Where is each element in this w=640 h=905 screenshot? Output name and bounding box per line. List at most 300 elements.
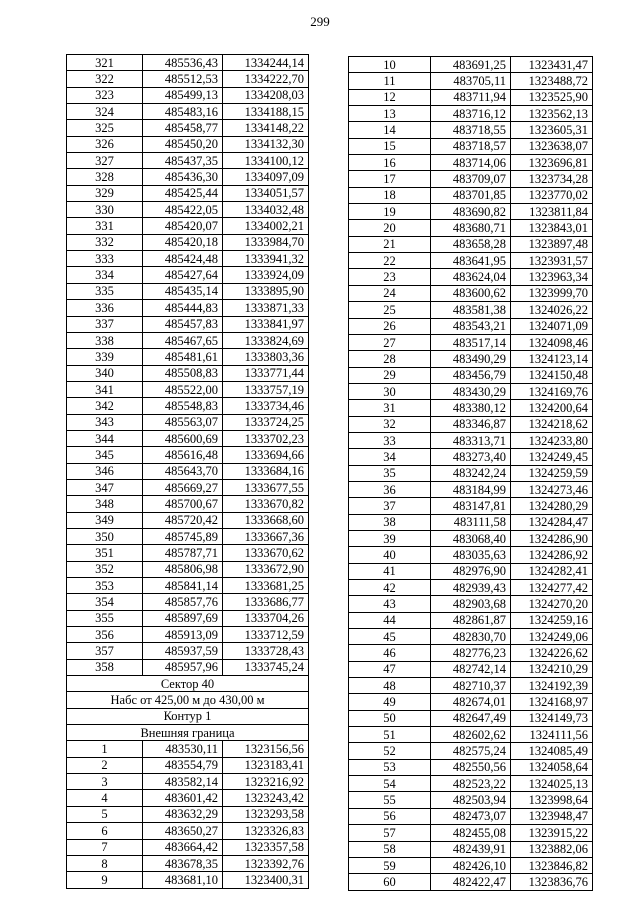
coordinate-y: 1333672,90 <box>223 561 309 577</box>
table-row <box>349 874 593 890</box>
coordinate-x: 483380,12 <box>431 400 511 416</box>
coordinate-y: 1323843,01 <box>511 220 593 236</box>
coordinate-y: 1334244,14 <box>223 55 309 71</box>
coordinate-x: 482939,43 <box>431 580 511 596</box>
contour-title: Контур 1 <box>67 708 309 724</box>
point-number: 336 <box>67 300 143 316</box>
coordinate-x: 482776,23 <box>431 645 511 661</box>
table-row <box>349 269 593 285</box>
coordinate-x: 485444,83 <box>143 300 223 316</box>
table-row <box>349 563 593 579</box>
point-number: 328 <box>67 169 143 185</box>
coordinate-x: 485913,09 <box>143 627 223 643</box>
point-number: 31 <box>349 400 431 416</box>
point-number: 27 <box>349 334 431 350</box>
point-number: 332 <box>67 234 143 250</box>
coordinate-x: 483650,27 <box>143 823 223 839</box>
point-number: 48 <box>349 678 431 694</box>
coordinate-y: 1333684,16 <box>223 463 309 479</box>
coordinate-y: 1324226,62 <box>511 645 593 661</box>
table-row <box>349 661 593 677</box>
coordinate-x: 483601,42 <box>143 790 223 806</box>
point-number: 23 <box>349 269 431 285</box>
point-number: 13 <box>349 106 431 122</box>
table-row <box>67 545 309 561</box>
point-number: 353 <box>67 578 143 594</box>
table-row <box>67 659 309 675</box>
table-row <box>349 530 593 546</box>
coordinate-y: 1334100,12 <box>223 153 309 169</box>
coordinate-x: 483664,42 <box>143 839 223 855</box>
coordinate-x: 483543,21 <box>431 318 511 334</box>
table-row <box>349 416 593 432</box>
coordinate-x: 483147,81 <box>431 498 511 514</box>
coordinate-y: 1324249,45 <box>511 449 593 465</box>
coordinate-x: 483632,29 <box>143 806 223 822</box>
coordinate-y: 1324058,64 <box>511 759 593 775</box>
coordinate-y: 1323897,48 <box>511 236 593 252</box>
table-row <box>67 153 309 169</box>
table-row <box>349 694 593 710</box>
coordinate-y: 1323836,76 <box>511 874 593 890</box>
coordinate-x: 485508,83 <box>143 365 223 381</box>
point-number: 327 <box>67 153 143 169</box>
coordinate-x: 482503,94 <box>431 792 511 808</box>
sector-title-row <box>67 676 309 692</box>
coordinate-y: 1323963,34 <box>511 269 593 285</box>
point-number: 7 <box>67 839 143 855</box>
coordinate-y: 1324071,09 <box>511 318 593 334</box>
table-row <box>349 808 593 824</box>
table-row <box>349 547 593 563</box>
coordinate-x: 483658,28 <box>431 236 511 252</box>
table-row <box>67 251 309 267</box>
table-row <box>67 316 309 332</box>
coordinate-x: 485458,77 <box>143 120 223 136</box>
table-row <box>349 841 593 857</box>
point-number: 57 <box>349 825 431 841</box>
coordinate-x: 483242,24 <box>431 465 511 481</box>
coordinate-y: 1324025,13 <box>511 776 593 792</box>
coordinate-x: 483716,12 <box>431 106 511 122</box>
point-number: 330 <box>67 202 143 218</box>
table-row <box>349 678 593 694</box>
coordinate-y: 1324200,64 <box>511 400 593 416</box>
coordinate-x: 485424,48 <box>143 251 223 267</box>
table-row <box>349 334 593 350</box>
point-number: 54 <box>349 776 431 792</box>
table-row <box>349 629 593 645</box>
table-row <box>67 87 309 103</box>
coordinate-y: 1324282,41 <box>511 563 593 579</box>
table-row <box>349 73 593 89</box>
coordinate-y: 1323882,06 <box>511 841 593 857</box>
table-row <box>67 104 309 120</box>
coordinate-x: 485563,07 <box>143 414 223 430</box>
table-row <box>349 743 593 759</box>
point-number: 2 <box>67 757 143 773</box>
coordinate-y: 1324111,56 <box>511 727 593 743</box>
coordinate-y: 1323931,57 <box>511 253 593 269</box>
boundary-title-row <box>67 725 309 741</box>
table-row <box>67 790 309 806</box>
coordinate-x: 482426,10 <box>431 857 511 873</box>
point-number: 35 <box>349 465 431 481</box>
point-number: 36 <box>349 481 431 497</box>
coordinate-y: 1323216,92 <box>223 774 309 790</box>
coordinate-x: 483641,95 <box>431 253 511 269</box>
table-row <box>67 774 309 790</box>
point-number: 18 <box>349 187 431 203</box>
coordinate-x: 485857,76 <box>143 594 223 610</box>
table-row <box>67 55 309 71</box>
coordinate-y: 1324249,06 <box>511 629 593 645</box>
point-number: 333 <box>67 251 143 267</box>
point-number: 30 <box>349 383 431 399</box>
table-row <box>349 612 593 628</box>
point-number: 346 <box>67 463 143 479</box>
point-number: 331 <box>67 218 143 234</box>
point-number: 52 <box>349 743 431 759</box>
sector-range: Набс от 425,00 м до 430,00 м <box>67 692 309 708</box>
coordinate-y: 1324286,92 <box>511 547 593 563</box>
table-row <box>349 138 593 154</box>
table-row <box>349 465 593 481</box>
coordinate-y: 1324218,62 <box>511 416 593 432</box>
coordinate-y: 1323846,82 <box>511 857 593 873</box>
coordinate-x: 482903,68 <box>431 596 511 612</box>
coordinate-y: 1333984,70 <box>223 234 309 250</box>
coordinate-x: 483035,63 <box>431 547 511 563</box>
point-number: 53 <box>349 759 431 775</box>
table-row <box>349 187 593 203</box>
coordinate-x: 483691,25 <box>431 57 511 73</box>
coordinate-x: 482523,22 <box>431 776 511 792</box>
point-number: 5 <box>67 806 143 822</box>
point-number: 15 <box>349 138 431 154</box>
coordinate-y: 1334097,09 <box>223 169 309 185</box>
coordinate-y: 1324280,29 <box>511 498 593 514</box>
coordinate-y: 1333694,66 <box>223 447 309 463</box>
coordinate-x: 485425,44 <box>143 185 223 201</box>
point-number: 46 <box>349 645 431 661</box>
coordinate-y: 1323183,41 <box>223 757 309 773</box>
coordinate-x: 485512,53 <box>143 71 223 87</box>
coordinate-y: 1333724,25 <box>223 414 309 430</box>
point-number: 45 <box>349 629 431 645</box>
coordinate-y: 1324192,39 <box>511 678 593 694</box>
point-number: 17 <box>349 171 431 187</box>
coordinate-x: 483313,71 <box>431 432 511 448</box>
coordinate-x: 482647,49 <box>431 710 511 726</box>
coordinate-x: 483718,57 <box>431 138 511 154</box>
point-number: 49 <box>349 694 431 710</box>
coordinate-y: 1333670,62 <box>223 545 309 561</box>
coordinate-y: 1324085,49 <box>511 743 593 759</box>
table-row <box>67 202 309 218</box>
table-row <box>67 234 309 250</box>
table-row <box>349 776 593 792</box>
sector-header <box>67 676 309 741</box>
coordinate-y: 1323605,31 <box>511 122 593 138</box>
coordinate-y: 1323243,42 <box>223 790 309 806</box>
table-row <box>349 449 593 465</box>
point-number: 12 <box>349 89 431 105</box>
coordinate-y: 1323638,07 <box>511 138 593 154</box>
coordinate-x: 483111,58 <box>431 514 511 530</box>
point-number: 337 <box>67 316 143 332</box>
table-row <box>349 204 593 220</box>
point-number: 14 <box>349 122 431 138</box>
coordinate-x: 482422,47 <box>431 874 511 890</box>
coordinate-y: 1333677,55 <box>223 479 309 495</box>
point-number: 50 <box>349 710 431 726</box>
table-row <box>349 645 593 661</box>
coordinate-y: 1334051,57 <box>223 185 309 201</box>
point-number: 342 <box>67 398 143 414</box>
table-row <box>67 71 309 87</box>
coordinate-y: 1323326,83 <box>223 823 309 839</box>
table-row <box>349 481 593 497</box>
table-row <box>349 400 593 416</box>
table-row <box>349 106 593 122</box>
table-row <box>67 136 309 152</box>
coordinate-x: 482742,14 <box>431 661 511 677</box>
left-table-body-top <box>67 55 309 676</box>
coordinate-y: 1333704,26 <box>223 610 309 626</box>
coordinate-y: 1323156,56 <box>223 741 309 757</box>
table-row <box>349 857 593 873</box>
coordinate-y: 1324150,48 <box>511 367 593 383</box>
coordinate-x: 482575,24 <box>431 743 511 759</box>
coordinate-y: 1334148,22 <box>223 120 309 136</box>
point-number: 356 <box>67 627 143 643</box>
coordinate-y: 1333667,36 <box>223 528 309 544</box>
coordinate-x: 485481,61 <box>143 349 223 365</box>
coordinate-x: 483554,79 <box>143 757 223 773</box>
table-row <box>349 825 593 841</box>
table-row <box>67 300 309 316</box>
table-row <box>67 349 309 365</box>
point-number: 34 <box>349 449 431 465</box>
table-row <box>67 561 309 577</box>
point-number: 43 <box>349 596 431 612</box>
point-number: 21 <box>349 236 431 252</box>
point-number: 22 <box>349 253 431 269</box>
coordinate-y: 1333670,82 <box>223 496 309 512</box>
point-number: 6 <box>67 823 143 839</box>
table-row <box>67 839 309 855</box>
point-number: 351 <box>67 545 143 561</box>
coordinate-x: 485436,30 <box>143 169 223 185</box>
table-row <box>349 580 593 596</box>
point-number: 3 <box>67 774 143 790</box>
coordinate-x: 485806,98 <box>143 561 223 577</box>
point-number: 322 <box>67 71 143 87</box>
coordinate-y: 1323915,22 <box>511 825 593 841</box>
coordinates-table-left <box>66 54 309 889</box>
table-row <box>67 823 309 839</box>
coordinate-y: 1323392,76 <box>223 855 309 871</box>
point-number: 352 <box>67 561 143 577</box>
coordinate-y: 1324233,80 <box>511 432 593 448</box>
coordinate-x: 485422,05 <box>143 202 223 218</box>
coordinate-x: 483517,14 <box>431 334 511 350</box>
coordinate-y: 1333841,97 <box>223 316 309 332</box>
point-number: 58 <box>349 841 431 857</box>
coordinate-y: 1334188,15 <box>223 104 309 120</box>
point-number: 60 <box>349 874 431 890</box>
point-number: 348 <box>67 496 143 512</box>
point-number: 59 <box>349 857 431 873</box>
coordinate-y: 1334032,48 <box>223 202 309 218</box>
table-row <box>67 463 309 479</box>
point-number: 344 <box>67 430 143 446</box>
table-row <box>67 741 309 757</box>
coordinate-y: 1333771,44 <box>223 365 309 381</box>
point-number: 321 <box>67 55 143 71</box>
point-number: 354 <box>67 594 143 610</box>
coordinate-y: 1333712,59 <box>223 627 309 643</box>
coordinate-x: 485499,13 <box>143 87 223 103</box>
point-number: 24 <box>349 285 431 301</box>
coordinate-y: 1333895,90 <box>223 283 309 299</box>
coordinate-x: 482674,01 <box>431 694 511 710</box>
page-number: 299 <box>310 14 330 29</box>
coordinate-x: 485745,89 <box>143 528 223 544</box>
table-row <box>67 594 309 610</box>
point-number: 40 <box>349 547 431 563</box>
table-row <box>67 757 309 773</box>
coordinate-x: 483681,10 <box>143 872 223 888</box>
point-number: 29 <box>349 367 431 383</box>
table-row <box>67 381 309 397</box>
point-number: 324 <box>67 104 143 120</box>
point-number: 329 <box>67 185 143 201</box>
table-row <box>349 710 593 726</box>
table-row <box>67 872 309 888</box>
coordinate-x: 485457,83 <box>143 316 223 332</box>
table-row <box>67 610 309 626</box>
coordinate-x: 482455,08 <box>431 825 511 841</box>
table-row <box>67 332 309 348</box>
table-row <box>67 512 309 528</box>
coordinate-y: 1324168,97 <box>511 694 593 710</box>
left-table-body-bottom <box>67 741 309 888</box>
coordinate-x: 485616,48 <box>143 447 223 463</box>
point-number: 38 <box>349 514 431 530</box>
point-number: 20 <box>349 220 431 236</box>
coordinate-y: 1324259,16 <box>511 612 593 628</box>
coordinate-x: 483273,40 <box>431 449 511 465</box>
coordinate-x: 485720,42 <box>143 512 223 528</box>
point-number: 56 <box>349 808 431 824</box>
coordinate-y: 1333702,23 <box>223 430 309 446</box>
point-number: 41 <box>349 563 431 579</box>
coordinate-x: 483680,71 <box>431 220 511 236</box>
coordinate-x: 483346,87 <box>431 416 511 432</box>
table-row <box>67 627 309 643</box>
point-number: 340 <box>67 365 143 381</box>
coordinate-x: 485787,71 <box>143 545 223 561</box>
point-number: 39 <box>349 530 431 546</box>
coordinate-y: 1333871,33 <box>223 300 309 316</box>
table-row <box>349 89 593 105</box>
coordinate-x: 483701,85 <box>431 187 511 203</box>
point-number: 326 <box>67 136 143 152</box>
coordinate-x: 485841,14 <box>143 578 223 594</box>
coordinate-y: 1333681,25 <box>223 578 309 594</box>
table-row <box>67 479 309 495</box>
point-number: 343 <box>67 414 143 430</box>
coordinate-y: 1323431,47 <box>511 57 593 73</box>
point-number: 19 <box>349 204 431 220</box>
coordinate-x: 483714,06 <box>431 155 511 171</box>
coordinate-y: 1324284,47 <box>511 514 593 530</box>
coordinate-y: 1324259,59 <box>511 465 593 481</box>
coordinate-x: 483068,40 <box>431 530 511 546</box>
point-number: 339 <box>67 349 143 365</box>
point-number: 325 <box>67 120 143 136</box>
table-row <box>349 727 593 743</box>
coordinate-x: 483582,14 <box>143 774 223 790</box>
coordinate-x: 485435,14 <box>143 283 223 299</box>
table-row <box>349 367 593 383</box>
coordinate-x: 485548,83 <box>143 398 223 414</box>
coordinate-y: 1324270,20 <box>511 596 593 612</box>
point-number: 347 <box>67 479 143 495</box>
point-number: 26 <box>349 318 431 334</box>
table-row <box>67 430 309 446</box>
table-row <box>349 253 593 269</box>
coordinate-y: 1333668,60 <box>223 512 309 528</box>
coordinate-y: 1323293,58 <box>223 806 309 822</box>
point-number: 338 <box>67 332 143 348</box>
coordinate-x: 482550,56 <box>431 759 511 775</box>
coordinate-x: 485643,70 <box>143 463 223 479</box>
right-table-body <box>349 57 593 891</box>
coordinate-x: 482976,90 <box>431 563 511 579</box>
coordinate-x: 485937,59 <box>143 643 223 659</box>
coordinate-y: 1333824,69 <box>223 332 309 348</box>
point-number: 28 <box>349 351 431 367</box>
coordinate-y: 1323400,31 <box>223 872 309 888</box>
coordinate-x: 485536,43 <box>143 55 223 71</box>
point-number: 357 <box>67 643 143 659</box>
table-row <box>67 365 309 381</box>
coordinate-x: 483600,62 <box>431 285 511 301</box>
coordinate-x: 485483,16 <box>143 104 223 120</box>
coordinate-x: 482473,07 <box>431 808 511 824</box>
coordinate-x: 483711,94 <box>431 89 511 105</box>
table-row <box>67 283 309 299</box>
coordinate-y: 1333941,32 <box>223 251 309 267</box>
coordinate-y: 1333728,43 <box>223 643 309 659</box>
coordinate-x: 485957,96 <box>143 659 223 675</box>
point-number: 4 <box>67 790 143 806</box>
sector-range-row <box>67 692 309 708</box>
coordinate-y: 1334132,30 <box>223 136 309 152</box>
coordinate-x: 483718,55 <box>431 122 511 138</box>
point-number: 349 <box>67 512 143 528</box>
coordinate-y: 1323999,70 <box>511 285 593 301</box>
table-row <box>349 498 593 514</box>
coordinate-y: 1323998,64 <box>511 792 593 808</box>
table-row <box>67 447 309 463</box>
table-row <box>349 792 593 808</box>
coordinate-x: 483709,07 <box>431 171 511 187</box>
coordinate-y: 1333924,09 <box>223 267 309 283</box>
